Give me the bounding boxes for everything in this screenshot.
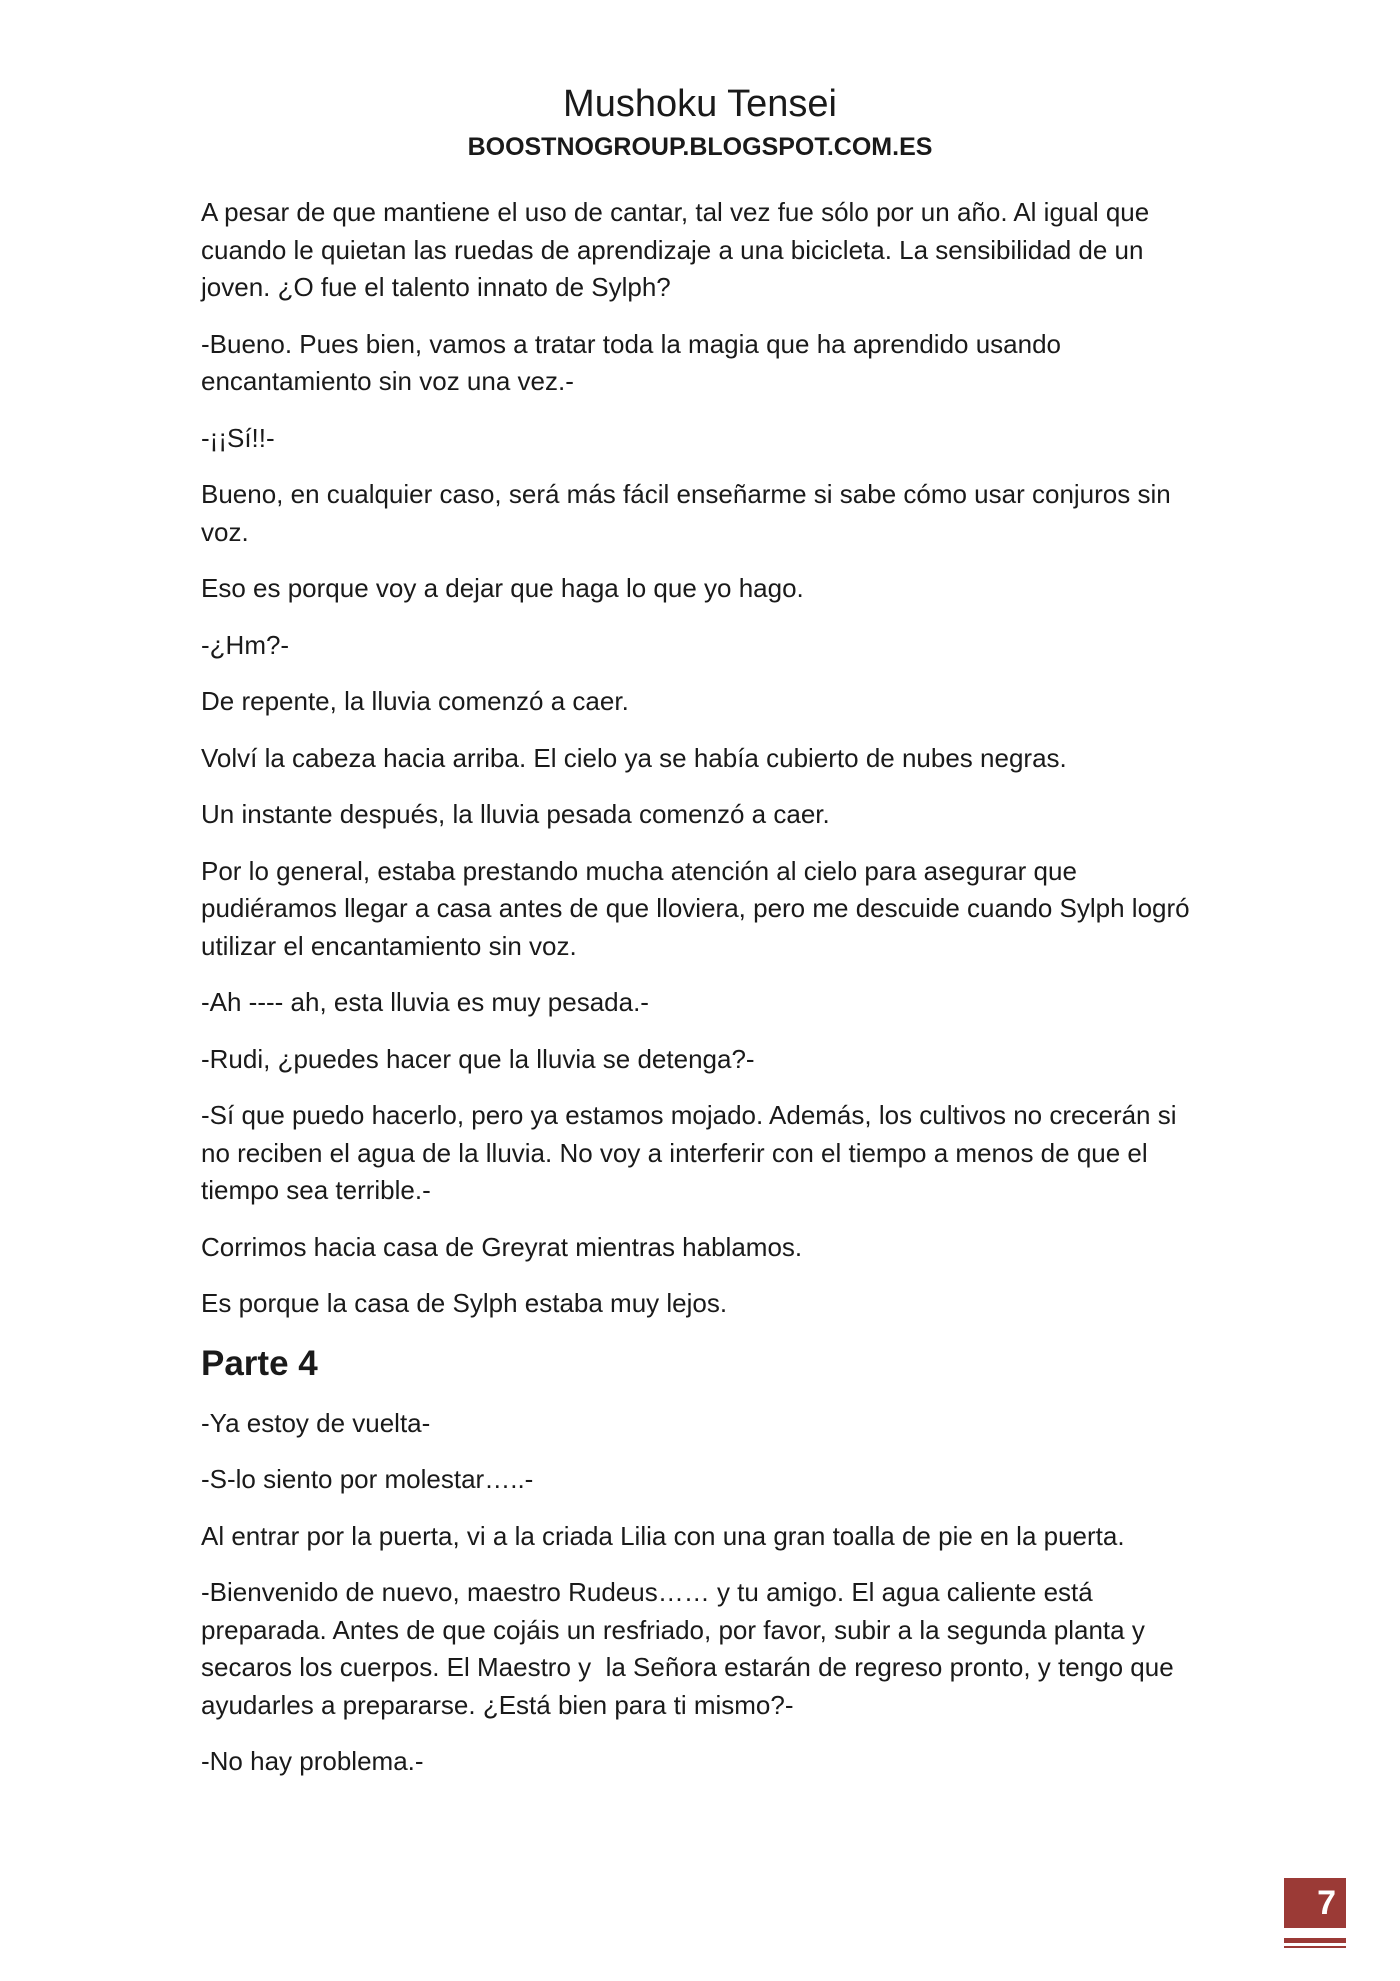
paragraph: Bueno, en cualquier caso, será más fácil enseñarme si sabe cómo usar conjuros sin voz. [201, 479, 1178, 547]
page-body [201, 194, 1211, 1800]
page-number-underline-thin [1284, 1946, 1346, 1948]
paragraph: Por lo general, estaba prestando mucha atención al cielo para asegurar que pudiéramos llegar a casa antes de que lloviera, pero me descuide cuando Sylph logró utilizar el encantamiento sin voz. [201, 855, 1197, 961]
paragraph: A pesar de que mantiene el uso de cantar, tal vez fue sólo por un año. Al igual que cuando le quietan las ruedas de aprendizaje a una bicicleta. La sensibilidad de un joven. ¿O fue el talento innato de Sylph? [201, 197, 1157, 302]
paragraph: -¿Hm?- [201, 629, 290, 660]
paragraph: Corrimos hacia casa de Greyrat mientras hablamos. [201, 1231, 803, 1262]
paragraph: -Ah ---- ah, esta lluvia es muy pesada.- [201, 987, 649, 1017]
page-number-underline [1284, 1938, 1346, 1943]
page-header [0, 80, 1400, 164]
paragraph: -S-lo siento por molestar…..- [201, 1464, 534, 1494]
paragraph: Un instante después, la lluvia pesada comenzó a caer. [201, 799, 830, 829]
paragraph: Al entrar por la puerta, vi a la criada Lilia con una gran toalla de pie en la puerta. [201, 1520, 1125, 1551]
paragraph: -No hay problema.- [201, 1746, 424, 1776]
paragraph: -Bueno. Pues bien, vamos a tratar toda la magia que ha aprendido usando encantamiento sin voz una vez.- [201, 328, 1069, 396]
page-number: 7 [1284, 1878, 1346, 1928]
paragraph: Eso es porque voy a dejar que haga lo que yo hago. [201, 573, 804, 603]
paragraph: -Ya estoy de vuelta- [201, 1407, 431, 1438]
paragraph: De repente, la lluvia comenzó a caer. [201, 686, 629, 716]
paragraph: -Rudi, ¿puedes hacer que la lluvia se detenga?- [201, 1043, 755, 1074]
paragraph: -¡¡Sí!!- [201, 422, 275, 453]
section-heading: Parte 4 [201, 1343, 318, 1383]
paragraph: Volví la cabeza hacia arriba. El cielo ya se había cubierto de nubes negras. [201, 742, 1067, 773]
book-title: Mushoku Tensei [563, 83, 837, 125]
paragraph: -Sí que puedo hacerlo, pero ya estamos mojado. Además, los cultivos no crecerán si no reciben el agua de la lluvia. No voy a interferir con el tiempo a menos de que el tiempo sea terrible.- [201, 1100, 1184, 1205]
paragraph: Es porque la casa de Sylph estaba muy lejos. [201, 1288, 728, 1318]
paragraph: -Bienvenido de nuevo, maestro Rudeus…… y tu amigo. El agua caliente está preparada. Antes de que cojáis un resfriado, por favor, subir a la segunda planta y secaros los cuerpos. El Maestro y la Señora estarán de regreso pronto, y tengo que ayudarles a prepararse. ¿Está bien para ti mismo?- [201, 1577, 1181, 1720]
site-url: BOOSTNOGROUP.BLOGSPOT.COM.ES [467, 133, 933, 161]
